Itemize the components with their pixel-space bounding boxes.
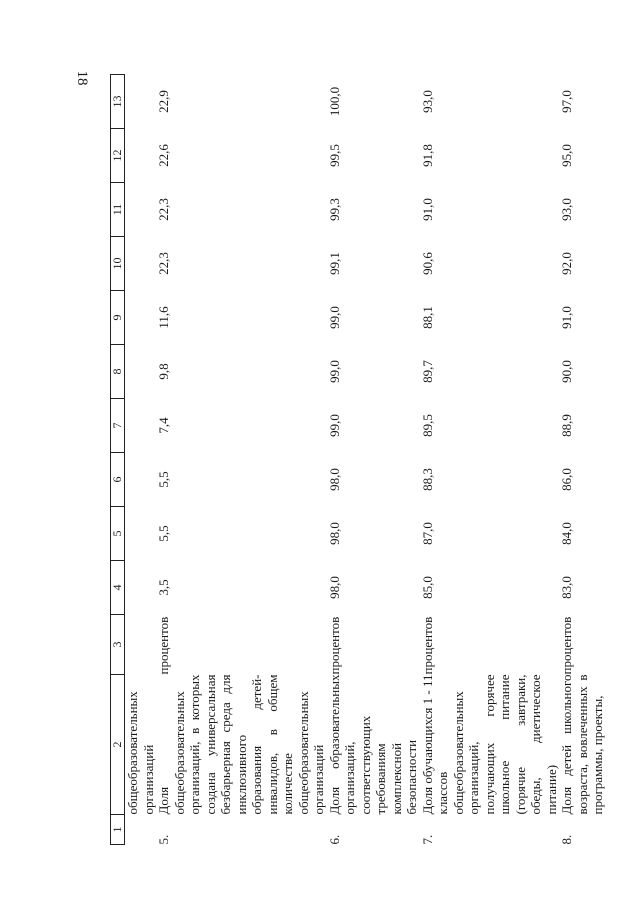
value-cell: 3,5 <box>156 579 171 596</box>
header-cell: 3 <box>111 615 125 675</box>
value-cell: 11,6 <box>156 306 171 329</box>
value-cell: 5,5 <box>156 525 171 542</box>
header-cell: 1 <box>111 815 125 845</box>
value-cell: 99,0 <box>326 306 342 329</box>
header-cell: 4 <box>111 561 125 615</box>
value-cell: 89,5 <box>419 414 435 437</box>
header-cell: 11 <box>111 183 125 237</box>
continuation-text: общеобразовательных организаций <box>125 691 156 815</box>
header-cell: 6 <box>111 453 125 507</box>
table-row <box>559 75 606 845</box>
row-description: Доля образовательных организаций, соответствующих требованиям комплексной безопасности <box>326 674 419 815</box>
value-cell: 97,0 <box>559 90 574 113</box>
header-cell: 13 <box>111 75 125 129</box>
row-description: Доля детей школьного возраста, вовлеченных в программы, проекты, <box>559 674 605 815</box>
value-cell: 90,6 <box>419 252 435 275</box>
value-cell: 88,1 <box>419 306 435 329</box>
value-cell: 98,0 <box>326 576 342 599</box>
value-cell: 22,9 <box>156 90 171 113</box>
table-row <box>156 75 327 845</box>
value-cell: 88,9 <box>559 414 574 437</box>
value-cell: 99,1 <box>326 252 342 275</box>
row-unit: процентов <box>559 616 574 675</box>
value-cell: 84,0 <box>559 522 574 545</box>
value-cell: 22,3 <box>156 252 171 275</box>
row-unit: процентов <box>156 616 171 675</box>
value-cell: 100,0 <box>326 86 342 117</box>
value-cell: 9,8 <box>156 363 171 380</box>
value-cell: 95,0 <box>559 144 574 167</box>
value-cell: 83,0 <box>559 576 574 599</box>
row-description: Доля обучающихся 1 - 11 классов общеобразовательных организаций, получающих горячее школьное питание (горячие завтраки, обеды, диетическое питание) <box>419 674 559 815</box>
continuation-row <box>125 75 157 845</box>
value-cell: 98,0 <box>326 468 342 491</box>
header-cell: 8 <box>111 345 125 399</box>
row-number: 6. <box>326 834 342 845</box>
value-cell: 22,3 <box>156 198 171 221</box>
header-cell: 5 <box>111 507 125 561</box>
value-cell: 5,5 <box>156 471 171 488</box>
header-cell: 9 <box>111 291 125 345</box>
value-cell: 99,0 <box>326 414 342 437</box>
value-cell: 93,0 <box>419 90 435 113</box>
row-number: 5. <box>156 834 171 845</box>
value-cell: 85,0 <box>419 576 435 599</box>
header-cell: 12 <box>111 129 125 183</box>
row-unit: процентов <box>419 616 435 675</box>
value-cell: 89,7 <box>419 360 435 383</box>
row-unit: процентов <box>326 616 342 675</box>
value-cell: 91,8 <box>419 144 435 167</box>
rotated-table-container <box>110 45 639 845</box>
value-cell: 99,5 <box>326 144 342 167</box>
value-cell: 22,6 <box>156 144 171 167</box>
value-cell: 99,3 <box>326 198 342 221</box>
value-cell: 98,0 <box>326 522 342 545</box>
value-cell: 93,0 <box>559 198 574 221</box>
indicators-table <box>110 74 606 845</box>
header-cell: 10 <box>111 237 125 291</box>
value-cell: 91,0 <box>559 306 574 329</box>
row-number: 7. <box>419 834 435 845</box>
header-cell: 7 <box>111 399 125 453</box>
value-cell: 7,4 <box>156 417 171 434</box>
value-cell: 87,0 <box>419 522 435 545</box>
header-row <box>111 75 125 845</box>
value-cell: 91,0 <box>419 198 435 221</box>
value-cell: 99,0 <box>326 360 342 383</box>
value-cell: 88,3 <box>419 468 435 491</box>
table-row <box>420 75 560 845</box>
page-number: 18 <box>74 70 90 86</box>
header-cell: 2 <box>111 675 125 815</box>
value-cell: 90,0 <box>559 360 574 383</box>
value-cell: 86,0 <box>559 468 574 491</box>
value-cell: 92,0 <box>559 252 574 275</box>
table-row <box>327 75 420 845</box>
row-description: Доля общеобразовательных организаций, в которых создана универсальная безбарьерная среда для инклюзивного образования детей-инвалидов, в общем количестве общеобразовательных организаций <box>156 674 326 815</box>
row-number: 8. <box>559 834 574 845</box>
